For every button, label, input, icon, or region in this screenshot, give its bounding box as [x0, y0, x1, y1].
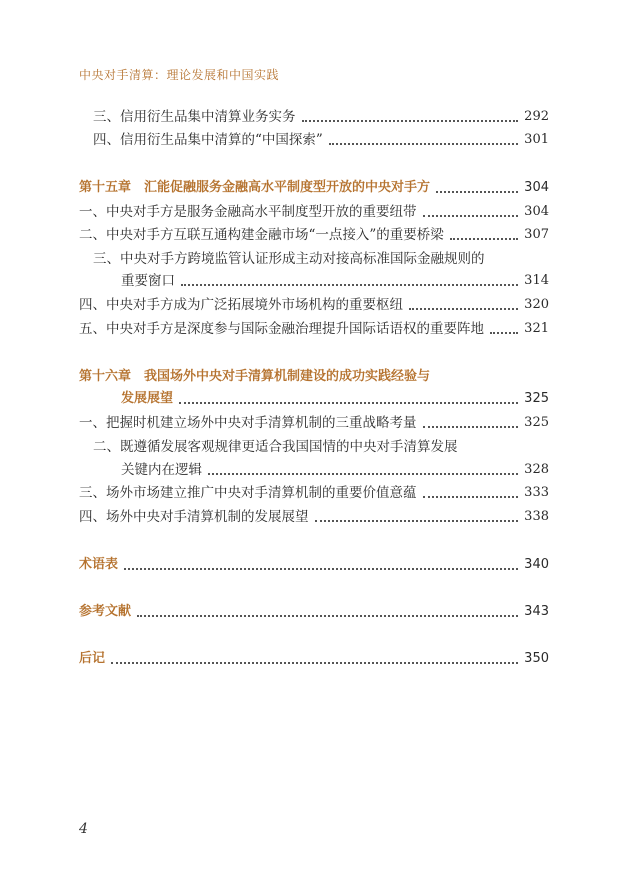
toc-entry-page: 328 — [524, 462, 549, 477]
toc-chapter-title: 参考文献 — [79, 604, 132, 619]
leader-dots — [450, 238, 518, 240]
leader-dots — [490, 332, 518, 334]
toc-entry-page: 340 — [524, 557, 549, 572]
toc-chapter-title: 第十五章 汇能促融服务金融高水平制度型开放的中央对手方 — [79, 180, 431, 195]
toc-entry-title: 三、信用衍生品集中清算业务实务 — [93, 109, 296, 125]
toc-glossary[interactable] — [79, 552, 549, 574]
toc-entry-page: 301 — [524, 132, 549, 147]
leader-dots — [208, 473, 518, 475]
toc-entry-page: 292 — [524, 109, 549, 124]
toc-chapter-title: 术语表 — [79, 557, 119, 572]
toc-entry-continuation: 重要窗口 — [121, 273, 175, 289]
leader-dots — [409, 308, 518, 310]
toc-chapter-16[interactable] — [121, 386, 549, 408]
toc-entry[interactable] — [79, 292, 549, 314]
toc-entry[interactable] — [79, 222, 549, 244]
running-head: 中央对手清算：理论发展和中国实践 — [79, 68, 280, 82]
leader-dots — [181, 284, 518, 286]
toc-entry[interactable] — [121, 457, 549, 479]
toc-entry-page: 304 — [524, 180, 549, 195]
leader-dots — [124, 568, 518, 570]
leader-dots — [436, 191, 518, 193]
toc-entry-page: 307 — [524, 227, 549, 242]
toc-entry[interactable] — [79, 480, 549, 502]
toc-entry-page: 321 — [524, 321, 549, 336]
toc-chapter-title: 后记 — [79, 651, 106, 666]
toc-postscript[interactable] — [79, 646, 549, 668]
toc-entry-title: 四、中央对手方成为广泛拓展境外市场机构的重要枢纽 — [79, 297, 403, 313]
toc-entry-title: 二、中央对手方互联互通构建金融市场“一点接入”的重要桥梁 — [79, 227, 444, 243]
toc-entry-title[interactable]: 三、中央对手方跨境监管认证形成主动对接高标准国际金融规则的 — [93, 251, 485, 267]
leader-dots — [302, 120, 519, 122]
toc-entry-title: 四、信用衍生品集中清算的“中国探索” — [93, 132, 323, 148]
toc-entry-page: 343 — [524, 604, 549, 619]
toc-entry-page: 325 — [524, 415, 549, 430]
toc-chapter-continuation: 发展展望 — [121, 391, 174, 406]
leader-dots — [179, 402, 518, 404]
toc-entry[interactable] — [79, 199, 549, 221]
toc-entry-page: 333 — [524, 485, 549, 500]
leader-dots — [423, 496, 519, 498]
leader-dots — [315, 520, 519, 522]
toc-entry-title: 一、把握时机建立场外中央对手清算机制的三重战略考量 — [79, 415, 417, 431]
toc-entry[interactable] — [79, 316, 549, 338]
toc-entry-continuation: 关键内在逻辑 — [121, 462, 202, 478]
toc-entry[interactable] — [93, 104, 549, 126]
toc-entry-page: 338 — [524, 509, 549, 524]
toc-entry-title: 五、中央对手方是深度参与国际金融治理提升国际话语权的重要阵地 — [79, 321, 484, 337]
toc-entry-page: 320 — [524, 297, 549, 312]
toc-entry-page: 304 — [524, 204, 549, 219]
toc-entry-page: 325 — [524, 391, 549, 406]
toc-entry[interactable] — [79, 410, 549, 432]
toc-chapter-16-title[interactable]: 第十六章 我国场外中央对手清算机制建设的成功实践经验与 — [79, 369, 431, 384]
leader-dots — [137, 615, 518, 617]
toc-entry-page: 314 — [524, 273, 549, 288]
leader-dots — [423, 426, 519, 428]
leader-dots — [423, 215, 519, 217]
leader-dots — [329, 143, 518, 145]
toc-entry-title[interactable]: 二、既遵循发展客观规律更适合我国国情的中央对手清算发展 — [93, 439, 458, 455]
toc-entry[interactable] — [93, 127, 549, 149]
toc-entry[interactable] — [121, 268, 549, 290]
toc-entry-title: 三、场外市场建立推广中央对手清算机制的重要价值意蕴 — [79, 485, 417, 501]
toc-entry[interactable] — [79, 504, 549, 526]
toc-chapter-15[interactable] — [79, 175, 549, 197]
page-number: 4 — [79, 821, 88, 837]
leader-dots — [111, 662, 518, 664]
toc-entry-title: 四、场外中央对手清算机制的发展展望 — [79, 509, 309, 525]
toc-entry-page: 350 — [524, 651, 549, 666]
toc-references[interactable] — [79, 599, 549, 621]
toc-entry-title: 一、中央对手方是服务金融高水平制度型开放的重要纽带 — [79, 204, 417, 220]
